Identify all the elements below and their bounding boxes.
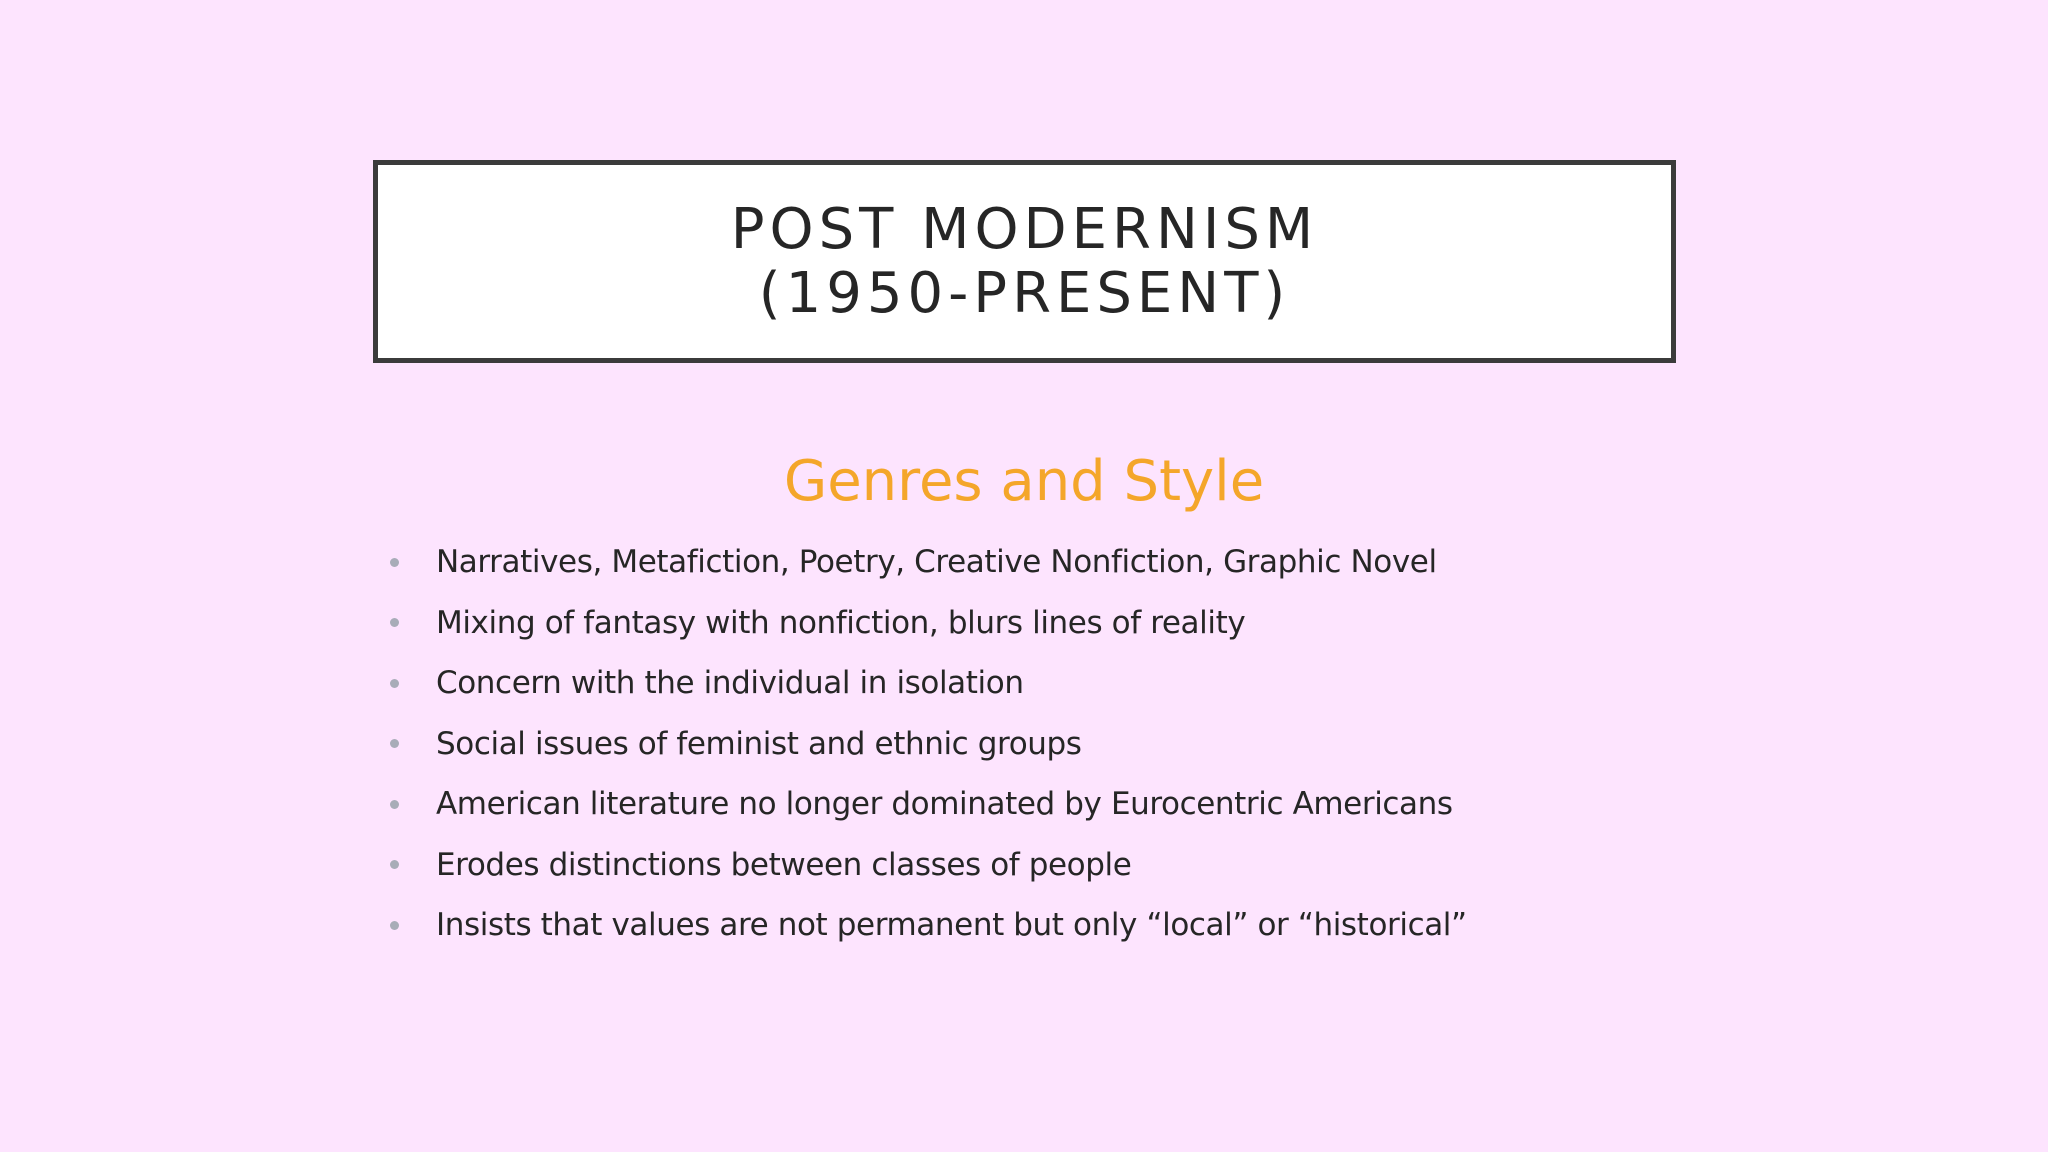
bullet-dot-icon bbox=[390, 739, 399, 748]
title-box bbox=[373, 160, 1676, 363]
bullet-item bbox=[388, 532, 1467, 593]
bullet-item bbox=[388, 774, 1467, 835]
bullet-dot-icon bbox=[390, 558, 399, 567]
title-line-1: POST MODERNISM bbox=[730, 196, 1319, 262]
bullet-dot-icon bbox=[390, 800, 399, 809]
bullet-dot-icon bbox=[390, 618, 399, 627]
bullet-text: Narratives, Metafiction, Poetry, Creative Nonfiction, Graphic Novel bbox=[436, 544, 1437, 581]
bullet-dot-icon bbox=[390, 921, 399, 930]
section-subtitle: Genres and Style bbox=[783, 449, 1265, 514]
bullet-item bbox=[388, 593, 1467, 654]
title-line-2: (1950-PRESENT) bbox=[758, 260, 1291, 326]
bullet-text: American literature no longer dominated by Eurocentric Americans bbox=[436, 786, 1453, 823]
bullet-dot-icon bbox=[390, 679, 399, 688]
bullet-item bbox=[388, 895, 1467, 956]
bullet-text: Social issues of feminist and ethnic groups bbox=[436, 725, 1082, 762]
bullet-item bbox=[388, 653, 1467, 714]
bullet-item bbox=[388, 714, 1467, 775]
bullet-item bbox=[388, 835, 1467, 896]
bullet-text: Mixing of fantasy with nonfiction, blurs lines of reality bbox=[436, 604, 1246, 641]
bullet-dot-icon bbox=[390, 860, 399, 869]
bullet-text: Erodes distinctions between classes of people bbox=[436, 846, 1132, 883]
bullet-text: Insists that values are not permanent but only “local” or “historical” bbox=[436, 907, 1467, 944]
bullet-list bbox=[388, 532, 1467, 956]
bullet-text: Concern with the individual in isolation bbox=[436, 665, 1024, 702]
